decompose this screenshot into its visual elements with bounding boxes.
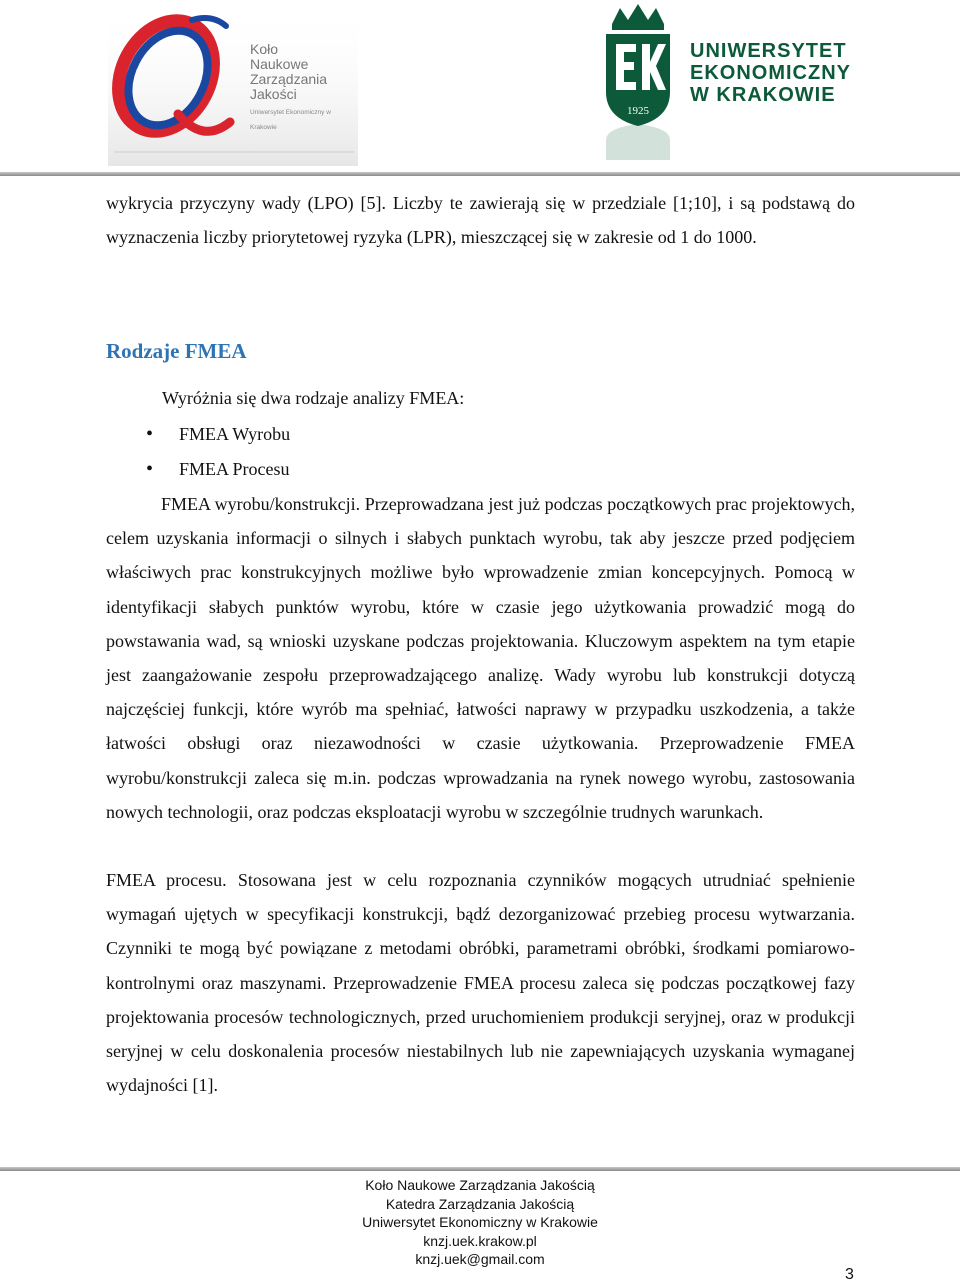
knzj-logo-line4: Jakości [250, 86, 297, 102]
footer-line1: Koło Naukowe Zarządzania Jakością [365, 1177, 595, 1193]
fmea-types-list [146, 417, 290, 487]
list-item: • FMEA Procesu [146, 452, 290, 487]
knzj-logo-line2: Naukowe [250, 56, 309, 72]
document-body [106, 186, 855, 1096]
paragraph-process-fmea: FMEA procesu. Stosowana jest w celu rozpoznania czynników mogących utrudniać spełnienie wymagań ujętych w specyfikacji konstrukcji, bądź dezorganizować przebieg procesu wytwarzania. Czynniki te mogą być powiązane z metodami obróbki, parametrami obróbki, środkami pomiarowo-kontrolnymi oraz maszynami. Przeprowadzenie FMEA procesu zaleca się podczas początkowej fazy projektowania procesów technologicznych, przed uruchomieniem produkcji seryjnej, oraz w produkcji seryjnej w celu doskonalenia procesów niestabilnych lub nie zapewniających uzyskania wymaganej wydajności [1]. [106, 870, 855, 1096]
knzj-logo-sub: Uniwersytet Ekonomiczny w Krakowie [250, 109, 331, 131]
section-heading: Rodzaje FMEA [106, 339, 247, 363]
uek-logo [598, 0, 858, 160]
footer-line3: Uniwersytet Ekonomiczny w Krakowie [362, 1214, 598, 1230]
footer-website[interactable]: knzj.uek.krakow.pl [423, 1232, 537, 1249]
footer-line2: Katedra Zarządzania Jakością [385, 1195, 575, 1212]
header-divider [0, 172, 960, 176]
knzj-logo-line3: Zarządzania [250, 71, 328, 87]
uek-logo-line3: W KRAKOWIE [690, 84, 836, 106]
uek-logo-line2: EKONOMICZNY [690, 62, 851, 84]
page-number: 3 [845, 1266, 854, 1283]
uek-logo-line1: UNIWERSYTET [690, 40, 847, 62]
paragraph-top: wykrycia przyczyny wady (LPO) [5]. Liczby te zawierają się w przedziale [1;10], i są podstawą do wyznaczenia liczby priorytetowej ryzyka (LPR), mieszczącej się w zakresie od 1 do 1000. [106, 193, 855, 248]
footer-divider [0, 1167, 960, 1171]
paragraph-product-fmea: FMEA wyrobu/konstrukcji. Przeprowadzana jest już podczas początkowych prac projektowych, celem uzyskania informacji o silnych i słabych punktach wyrobu, tak aby jeszcze przed podjęciem właściwych prac konstrukcyjnych możliwe było wprowadzenie zmian koncepcyjnych. Pomocą w identyfikacji słabych punktów wyrobu, które w czasie jego użytkowania prowadzić mogą do powstawania wad, są wnioski uzyskane podczas projektowania. Kluczowym aspektem na tym etapie jest zaangażowanie zespołu przeprowadzającego analizę. Wady wyrobu lub konstrukcji dotyczą najczęściej funkcji, które wyrób ma spełniać, łatwości naprawy w przypadku uszkodzenia, a także łatwości obsługi oraz niezawodności w czasie użytkowania. Przeprowadzenie FMEA wyrobu/konstrukcji zaleca się m.in. podczas wprowadzania na rynek nowego wyrobu, zastosowania nowych technologii, oraz podczas eksploatacji wyrobu w szczególnie trudnych warunkach. [106, 494, 855, 822]
list-item: • FMEA Wyrobu [146, 417, 290, 452]
uek-crest-year: 1925 [627, 105, 649, 117]
intro-text: Wyróżnia się dwa rodzaje analizy FMEA: [162, 388, 465, 408]
page-header [0, 0, 960, 178]
page-footer [0, 1176, 960, 1269]
footer-email[interactable]: knzj.uek@gmail.com [415, 1251, 545, 1267]
uek-crest-icon [598, 0, 688, 160]
knzj-logo-line1: Koło [250, 41, 279, 57]
knzj-logo [108, 4, 358, 166]
